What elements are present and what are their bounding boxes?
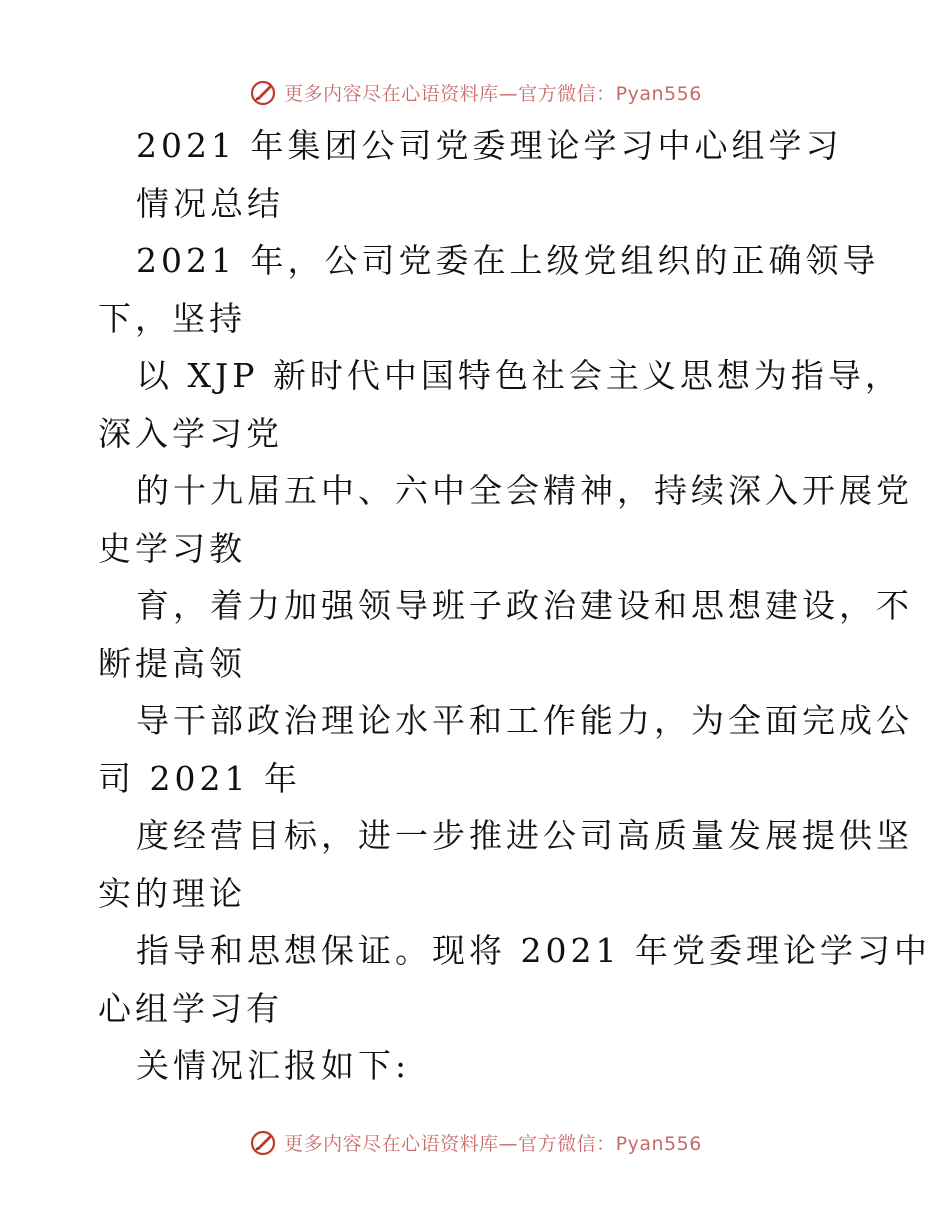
header-banner-text: 更多内容尽在心语资料库—官方微信：Pyan556	[284, 82, 702, 105]
title-line-1: 2021 年集团公司党委理论学习中心组学习	[136, 126, 843, 165]
paragraph-line: 心组学习有	[98, 988, 283, 1028]
footer-banner	[0, 1122, 950, 1162]
title-line-2: 情况总结	[136, 183, 284, 223]
paragraph-line: 指导和思想保证。现将 2021 年党委理论学习中	[136, 931, 931, 970]
paragraph-line: 下，坚持	[98, 298, 246, 338]
paragraph-line: 2021 年，公司党委在上级党组织的正确领导	[136, 241, 880, 280]
paragraph-line: 深入学习党	[98, 413, 283, 453]
paragraph-line: 导干部政治理论水平和工作能力，为全面完成公	[136, 701, 913, 740]
paragraph-line: 以 XJP 新时代中国特色社会主义思想为指导，	[136, 356, 902, 395]
paragraph-line: 的十九届五中、六中全会精神，持续深入开展党	[136, 471, 913, 510]
document-body	[98, 124, 931, 1102]
paragraph-line: 史学习教	[98, 528, 246, 568]
quill-circle-logo-icon	[248, 1127, 278, 1157]
paragraph-line: 育，着力加强领导班子政治建设和思想建设，不	[136, 586, 913, 625]
quill-circle-logo-icon	[248, 77, 278, 107]
paragraph-line: 关情况汇报如下:	[136, 1046, 411, 1085]
paragraph-line: 司 2021 年	[98, 758, 301, 798]
paragraph-line: 断提高领	[98, 643, 246, 683]
footer-banner-text: 更多内容尽在心语资料库—官方微信：Pyan556	[284, 1132, 702, 1155]
paragraph-line: 度经营目标，进一步推进公司高质量发展提供坚	[136, 816, 913, 855]
header-banner	[0, 72, 950, 112]
paragraph-line: 实的理论	[98, 873, 246, 913]
